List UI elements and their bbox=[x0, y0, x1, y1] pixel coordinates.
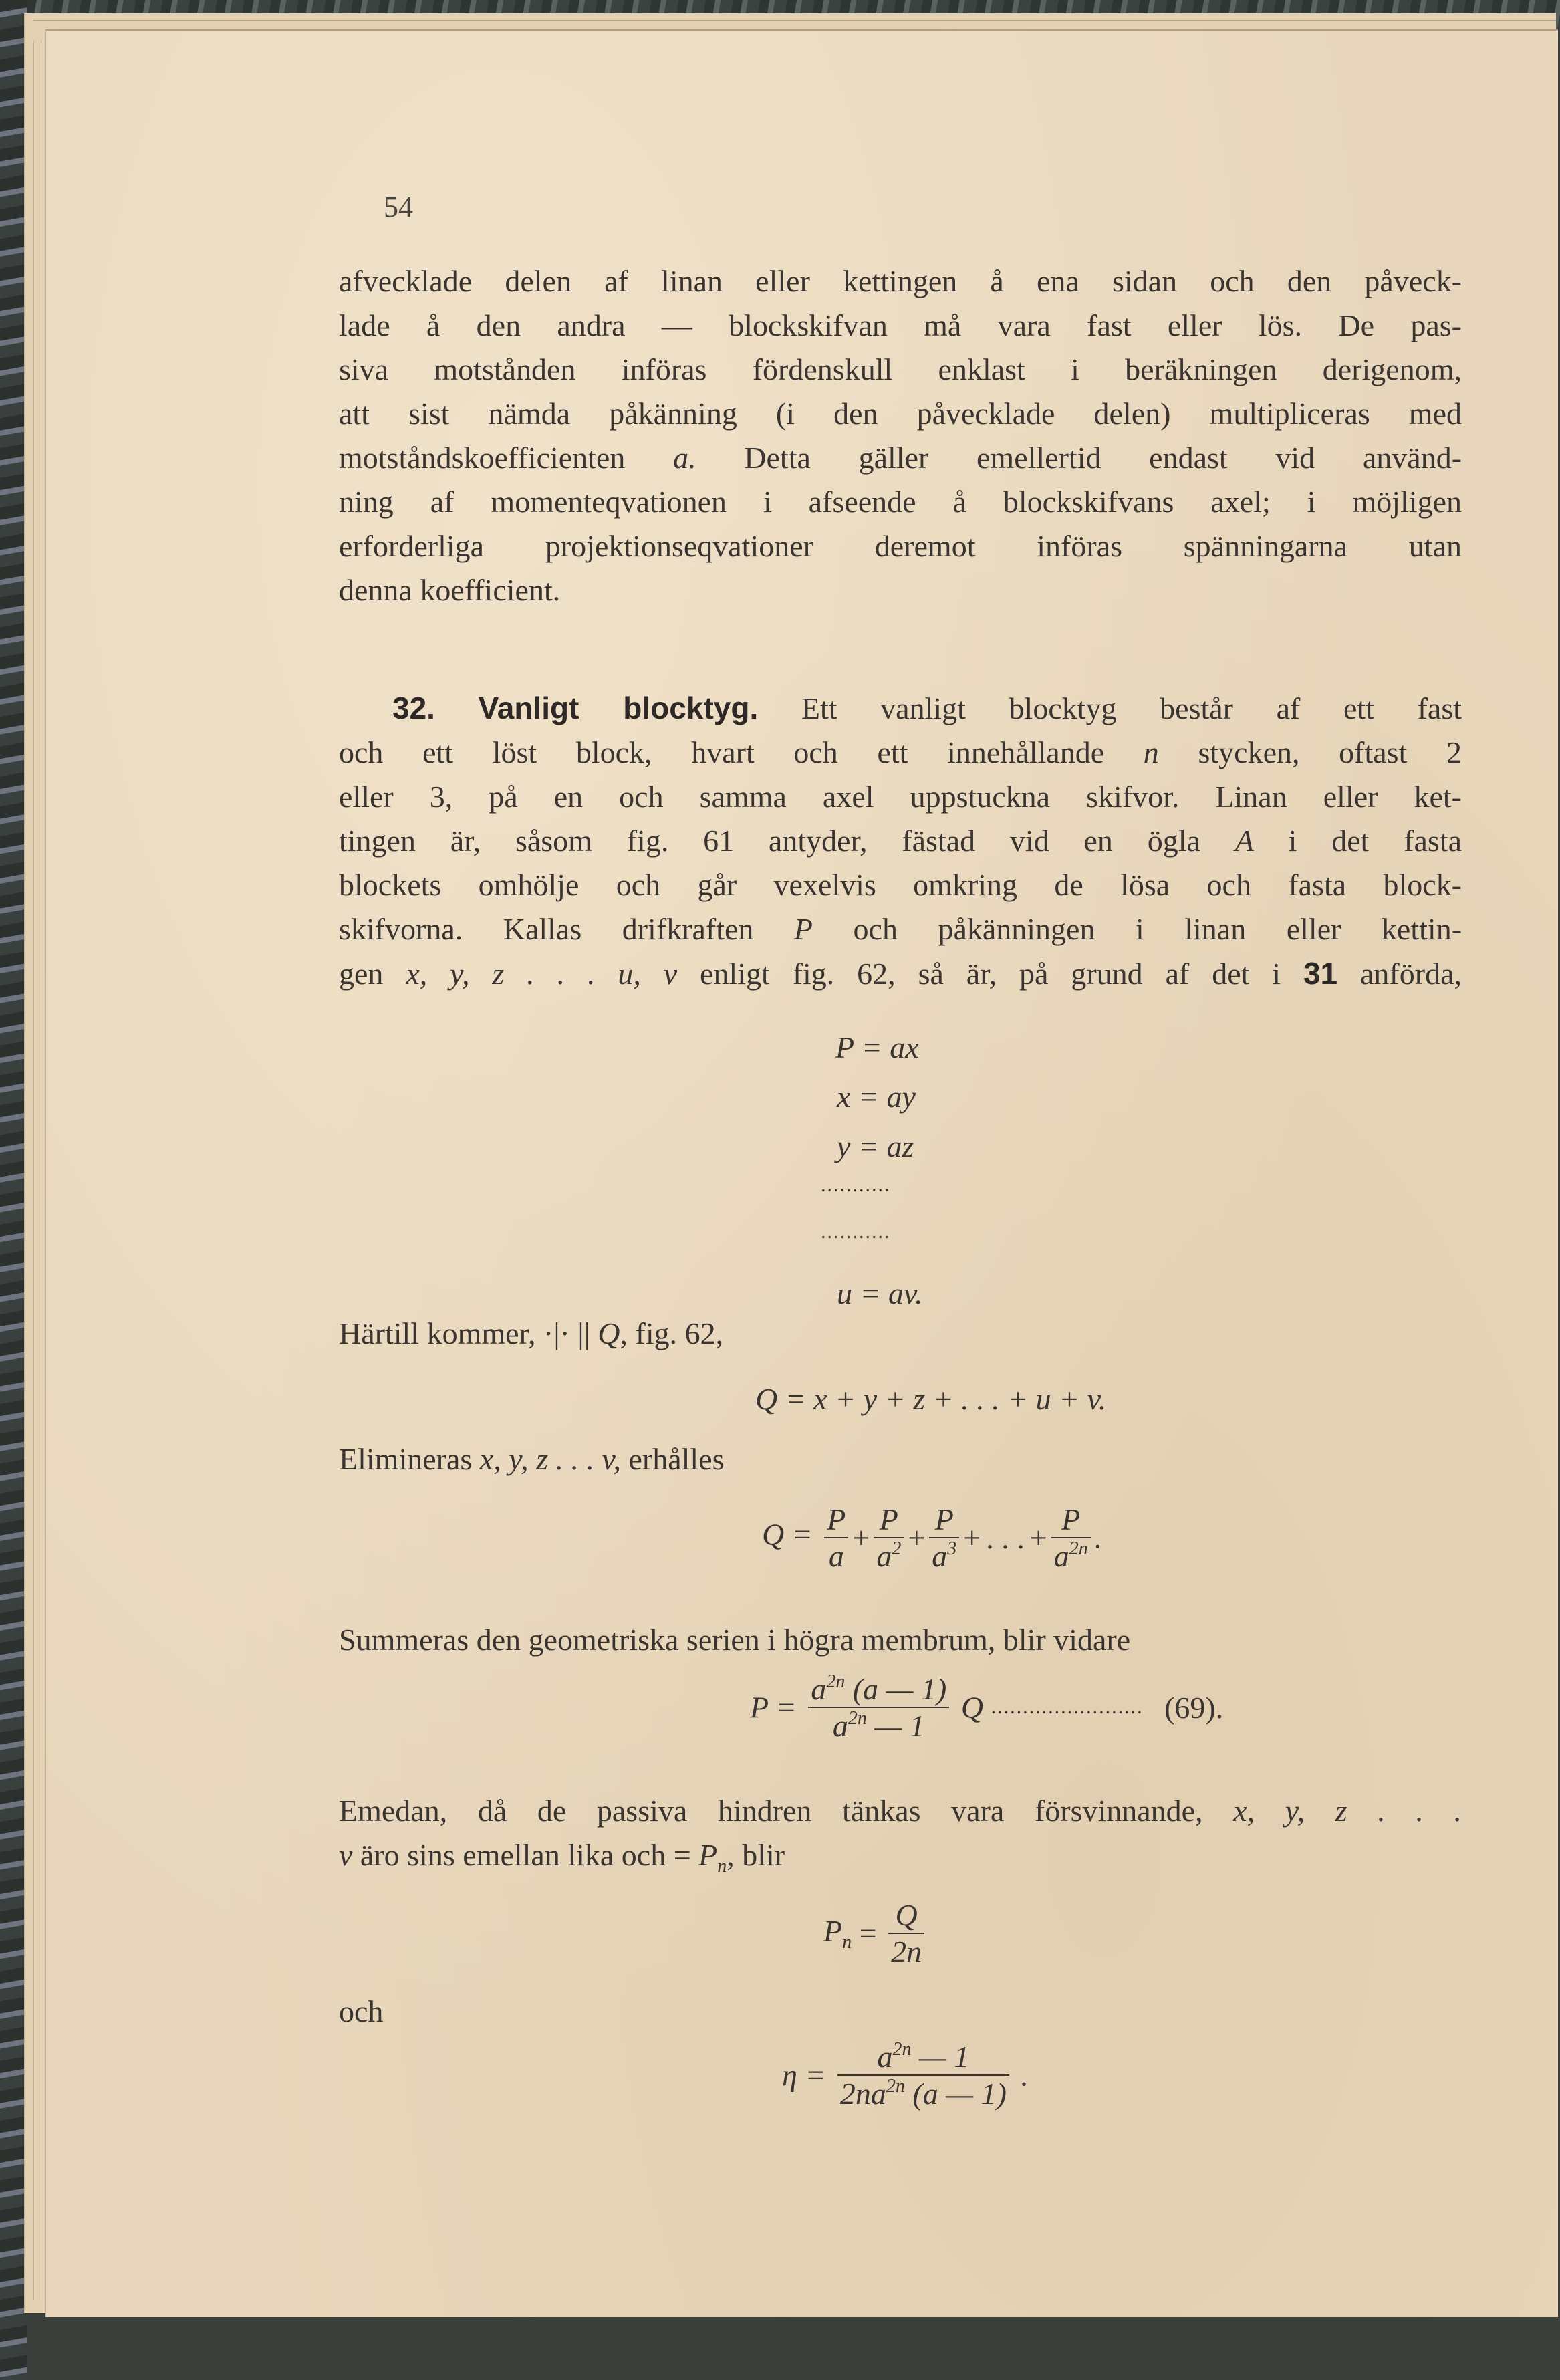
text-line bbox=[339, 907, 1462, 951]
elimineras-line bbox=[339, 1437, 1462, 1481]
emedan-paragraph bbox=[339, 1789, 1462, 1889]
text-line: afvecklade delen af linan eller kettingen å ena sidan och den påveck- bbox=[339, 264, 1462, 298]
text-segment: tingen är, såsom fig. 61 antyder, fästad vid en ögla bbox=[339, 824, 1200, 858]
text-segment: motståndskoefficienten bbox=[339, 441, 626, 475]
base: a bbox=[832, 1709, 848, 1743]
numerator: Q bbox=[895, 1898, 918, 1932]
denominator: $a^{2n}$ bbox=[1051, 1537, 1091, 1574]
plus-sign: + bbox=[908, 1520, 926, 1555]
equation-lhs: Q = bbox=[762, 1517, 813, 1552]
math-n: n bbox=[1143, 735, 1159, 769]
denominator: 2n bbox=[888, 1933, 924, 1970]
text-segment: och bbox=[339, 1994, 384, 2028]
text-segment: fig. 62, bbox=[635, 1316, 724, 1350]
equation-number: (69). bbox=[1164, 1690, 1224, 1725]
equation-ellipsis: ........... bbox=[821, 1221, 891, 1243]
text-segment: stycken, oftast 2 bbox=[1198, 735, 1462, 769]
equation-lhs: η = bbox=[782, 2058, 826, 2093]
exponent: 2 bbox=[892, 1538, 902, 1559]
text-segment: skifvorna. Kallas drifkraften bbox=[339, 912, 754, 946]
dot-leader: ........................ bbox=[991, 1696, 1144, 1718]
math-a: a. bbox=[673, 441, 696, 475]
denominator: $a^3$ bbox=[929, 1537, 959, 1574]
exponent: 2n bbox=[886, 2076, 905, 2097]
numerator: P bbox=[827, 1502, 846, 1536]
equation-ellipsis: ........... bbox=[821, 1174, 891, 1196]
math-v: v bbox=[339, 1838, 353, 1872]
text-line: siva motstånden införas fördenskull enklast i beräkningen derigenom, bbox=[339, 352, 1462, 386]
hartill-line bbox=[339, 1312, 1462, 1356]
text-line bbox=[339, 1789, 1462, 1833]
plus-sign: + bbox=[963, 1520, 981, 1555]
numerator bbox=[837, 2039, 1009, 2074]
numerator: P bbox=[879, 1502, 898, 1536]
base: a bbox=[877, 2040, 893, 2074]
text-line: ning af momenteqvationen i afseende å blockskifvans axel; i möjligen bbox=[339, 485, 1462, 519]
fraction bbox=[808, 1671, 949, 1744]
equation-eta bbox=[782, 2039, 1029, 2111]
text-line bbox=[339, 819, 1462, 863]
text-segment: Elimineras bbox=[339, 1442, 473, 1476]
fraction bbox=[837, 2039, 1009, 2111]
math-variables: x, y, z . . . u, v bbox=[406, 957, 678, 991]
text-segment: erhålles bbox=[628, 1442, 725, 1476]
parallel-symbol: ·|· || bbox=[543, 1316, 590, 1350]
text-segment: gen bbox=[339, 957, 384, 991]
ellipsis: . . . bbox=[986, 1520, 1025, 1555]
denominator bbox=[837, 2074, 1009, 2111]
text-line bbox=[339, 1833, 1462, 1889]
math-P: P bbox=[793, 912, 813, 946]
text-line bbox=[339, 731, 1462, 775]
text-line bbox=[339, 951, 1462, 996]
text-line: denna koefficient. bbox=[339, 573, 561, 607]
summeras-line bbox=[339, 1618, 1462, 1662]
equation-lhs: P = bbox=[750, 1690, 797, 1725]
equation-Q-sum: Q = x + y + z + . . . + u + v. bbox=[755, 1382, 1107, 1416]
section-reference: 31 bbox=[1303, 956, 1338, 991]
numerator: P bbox=[1061, 1502, 1081, 1536]
equation-69 bbox=[750, 1671, 1223, 1744]
fraction-term bbox=[874, 1502, 904, 1574]
equation-y-az: y = az bbox=[837, 1129, 914, 1163]
denominator: a bbox=[824, 1537, 848, 1574]
exponent: 2n bbox=[826, 1671, 846, 1692]
equation-u-av: u = av. bbox=[837, 1276, 923, 1310]
period: . bbox=[1021, 2058, 1029, 2093]
math-P: P bbox=[698, 1838, 718, 1872]
text-line: erforderliga projektionseqvationer deremot införas spänningarna utan bbox=[339, 529, 1462, 563]
factor: (a — 1) bbox=[852, 1672, 947, 1706]
text-line bbox=[339, 436, 1462, 480]
base: 2na bbox=[839, 2076, 886, 2111]
section-32 bbox=[339, 686, 1462, 996]
equals-sign: = bbox=[859, 1916, 877, 1951]
text-line: Summeras den geometriska serien i högra membrum, blir vidare bbox=[339, 1623, 1131, 1657]
equation-P-ax: P = ax bbox=[835, 1030, 919, 1064]
text-segment: och ett löst block, hvart och ett innehållande bbox=[339, 735, 1105, 769]
text-line: att sist nämda påkänning (i den påvecklade delen) multipliceras med bbox=[339, 396, 1462, 431]
math-variables: x, y, z . . . v, bbox=[479, 1442, 621, 1476]
factor: (a — 1) bbox=[912, 2076, 1007, 2111]
math-Q: Q, bbox=[598, 1316, 628, 1350]
equation-lhs bbox=[823, 1914, 852, 1953]
text-segment: i det fasta bbox=[1288, 824, 1462, 858]
text-segment: , blir bbox=[727, 1838, 785, 1872]
text-line: eller 3, på en och samma axel uppstuckna skifvor. Linan eller ket- bbox=[339, 780, 1462, 814]
equation-Pn bbox=[823, 1897, 928, 1970]
equation-x-ay: x = ay bbox=[837, 1080, 916, 1114]
paragraph-intro bbox=[339, 259, 1462, 612]
math-A: A bbox=[1234, 824, 1254, 858]
text-segment: äro sins emellan lika och = bbox=[360, 1838, 691, 1872]
och-line bbox=[339, 1990, 1462, 2034]
book-cover-left bbox=[0, 0, 27, 2380]
section-heading-line bbox=[339, 686, 1462, 731]
period: . bbox=[1094, 1520, 1103, 1555]
term: — 1 bbox=[918, 2040, 970, 2074]
text-segment: Härtill kommer, bbox=[339, 1316, 536, 1350]
text-segment: Detta gäller emellertid endast vid använd- bbox=[744, 441, 1462, 475]
exponent: 2n bbox=[892, 2039, 912, 2060]
plus-sign: + bbox=[852, 1520, 870, 1555]
section-title: Vanligt blocktyg. bbox=[478, 691, 759, 725]
math-variables: x, y, z . . . bbox=[1233, 1794, 1462, 1828]
exponent: 2n bbox=[1069, 1538, 1088, 1559]
math-P: P bbox=[823, 1914, 843, 1948]
fraction-term bbox=[929, 1502, 959, 1574]
text-segment: enligt fig. 62, så är, på grund af det i bbox=[700, 957, 1281, 991]
numerator bbox=[808, 1671, 949, 1707]
term: — 1 bbox=[874, 1709, 925, 1743]
equation-Q-series bbox=[762, 1502, 1102, 1574]
fraction-term bbox=[1051, 1502, 1091, 1574]
text-segment: Emedan, då de passiva hindren tänkas vara försvinnande, bbox=[339, 1794, 1203, 1828]
base: a bbox=[811, 1672, 827, 1706]
denominator: $a^2$ bbox=[874, 1537, 904, 1574]
section-number: 32. bbox=[392, 691, 435, 725]
fraction bbox=[888, 1897, 924, 1970]
text-line: blockets omhölje och går vexelvis omkring de lösa och fasta block- bbox=[339, 868, 1462, 902]
math-Q: Q bbox=[960, 1690, 984, 1725]
text-segment: Ett vanligt blocktyg består af ett fast bbox=[801, 691, 1462, 725]
subscript-n: n bbox=[842, 1932, 852, 1953]
plus-sign: + bbox=[1029, 1520, 1047, 1555]
numerator: P bbox=[934, 1502, 954, 1536]
text-segment: och påkänningen i linan eller kettin- bbox=[853, 912, 1462, 946]
subscript-n: n bbox=[717, 1856, 727, 1877]
exponent: 2n bbox=[848, 1708, 867, 1729]
denominator bbox=[808, 1707, 949, 1744]
exponent: 3 bbox=[947, 1538, 957, 1559]
text-line: lade å den andra — blockskifvan må vara fast eller lös. De pas- bbox=[339, 308, 1462, 342]
text-segment: anförda, bbox=[1360, 957, 1462, 991]
fraction-term bbox=[824, 1502, 848, 1574]
page-number: 54 bbox=[384, 191, 413, 223]
